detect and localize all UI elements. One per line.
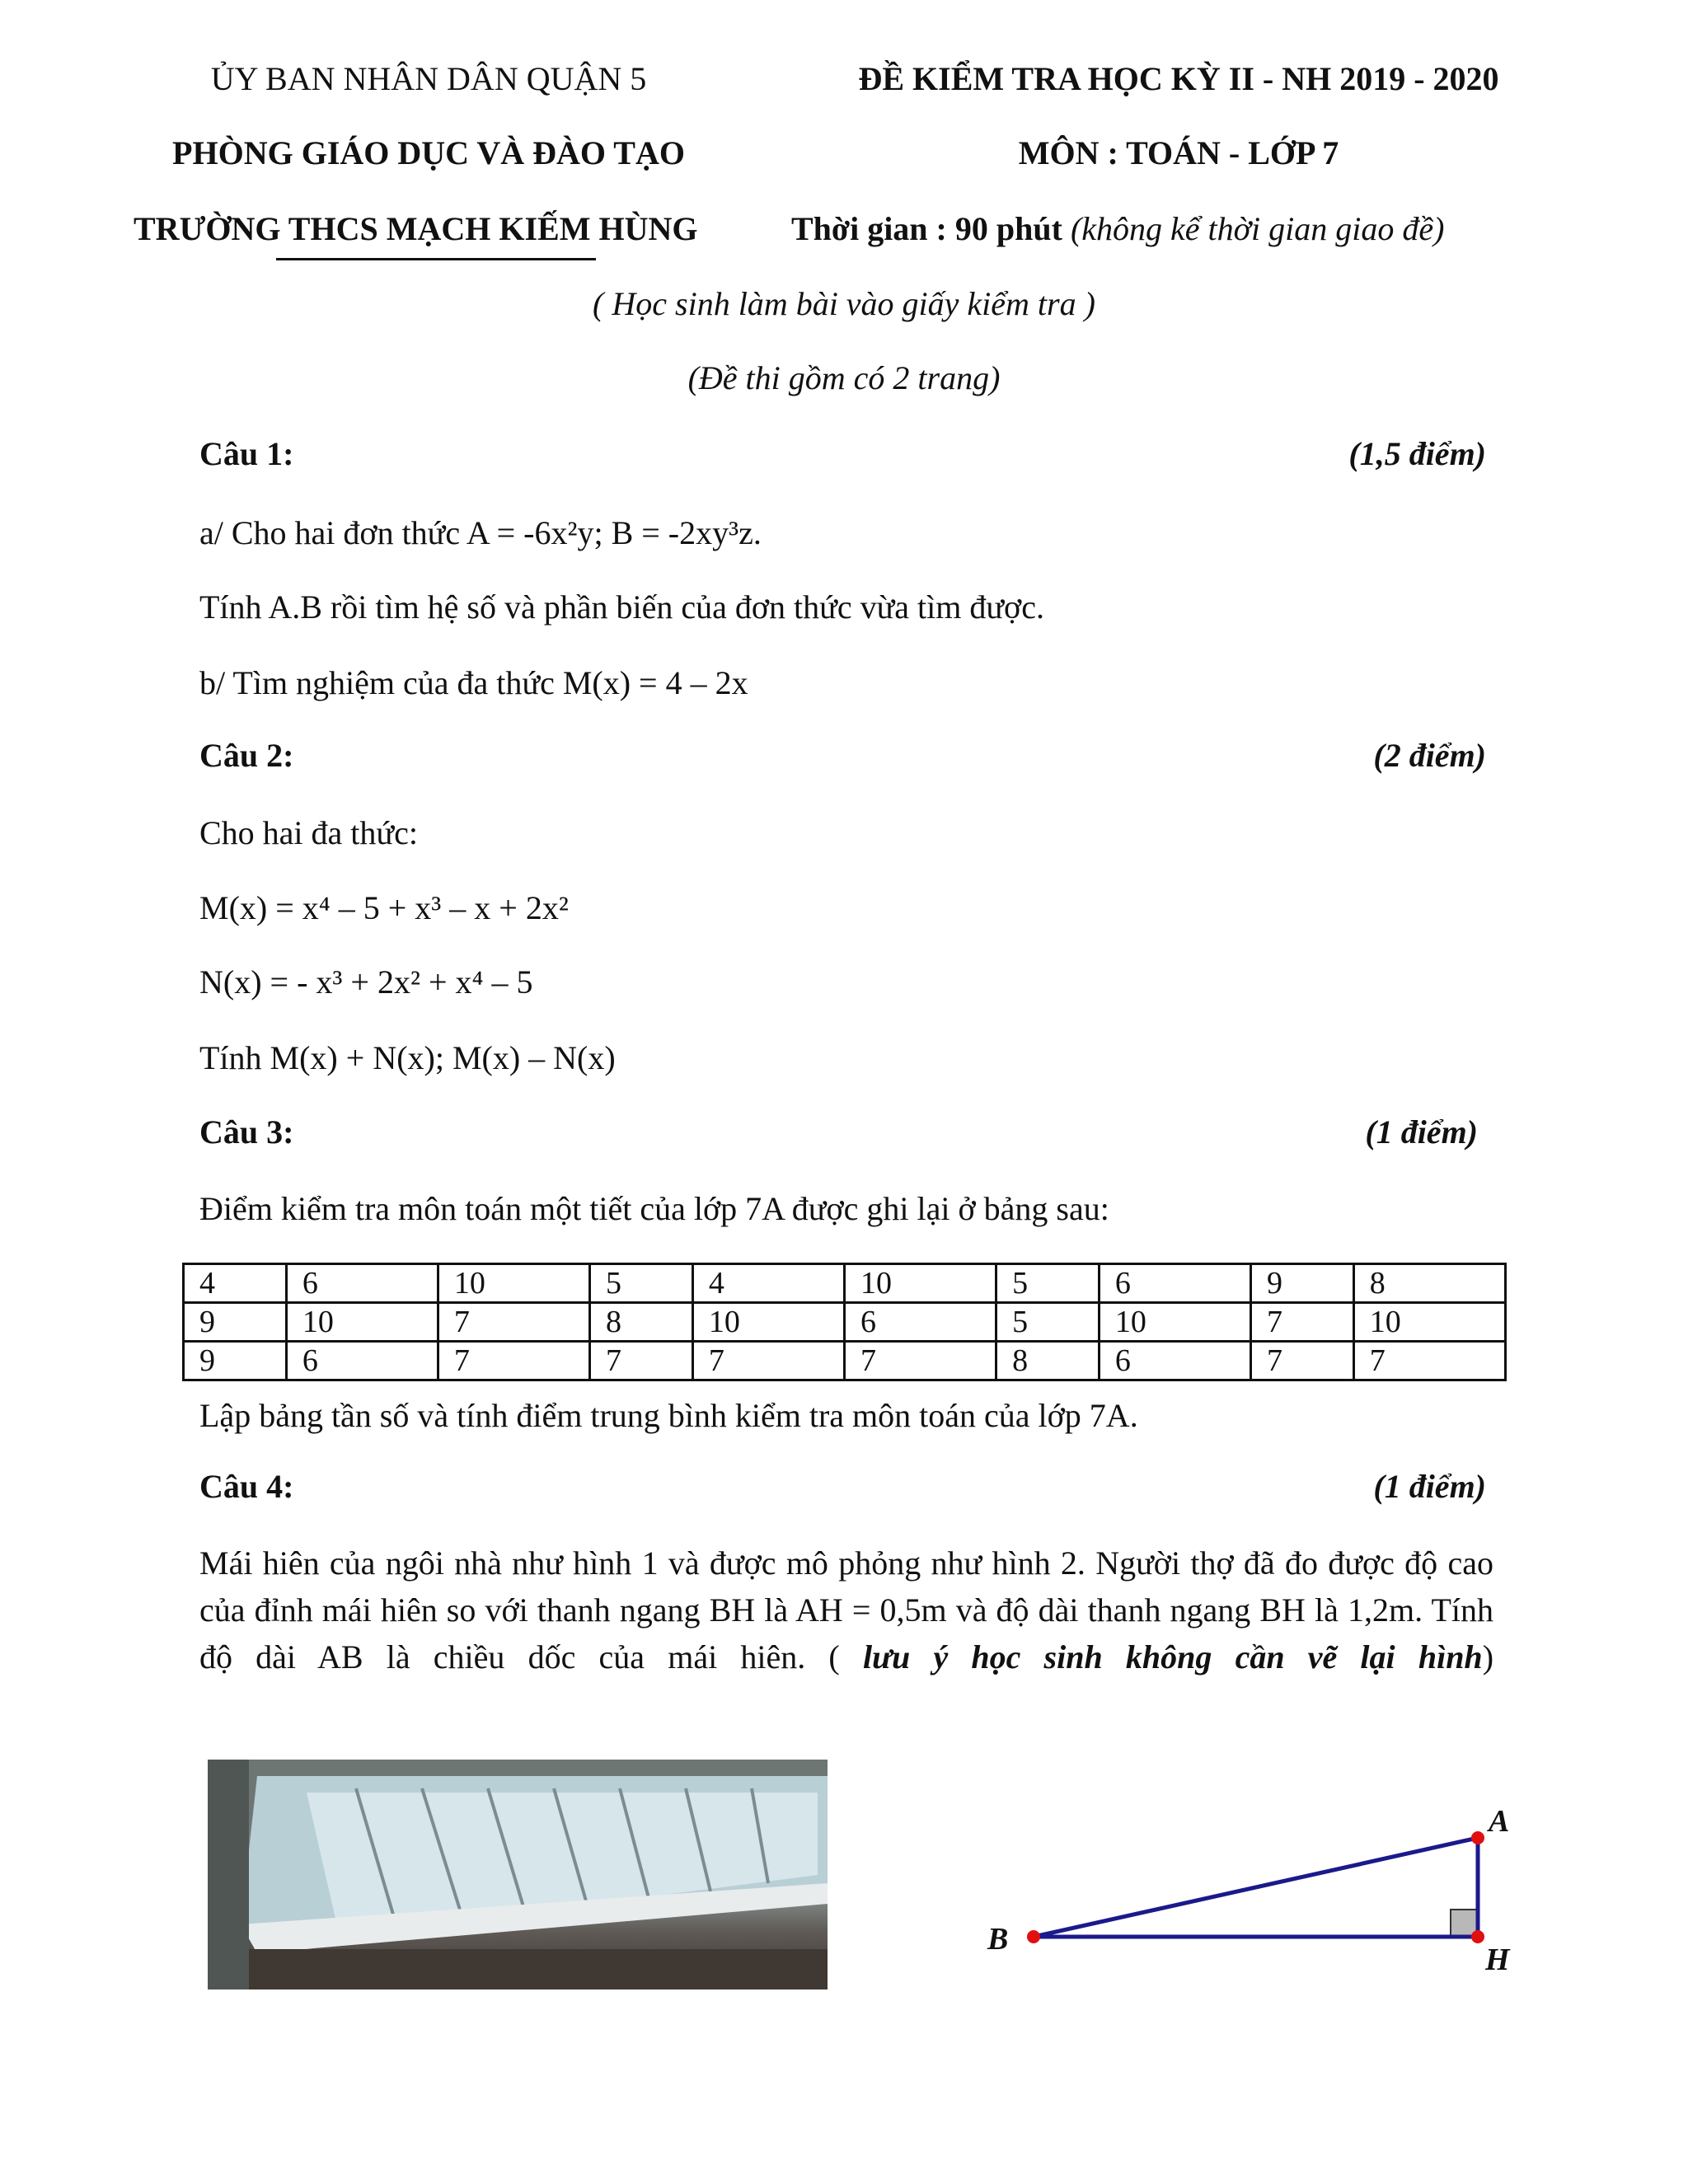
- q4-points: (1 điểm): [1373, 1468, 1486, 1505]
- q4-title: Câu 4:: [199, 1468, 294, 1505]
- table-cell: 7: [438, 1303, 589, 1342]
- table-cell: 7: [692, 1342, 844, 1380]
- q1-title: Câu 1:: [199, 435, 294, 472]
- label-b: B: [987, 1922, 1009, 1957]
- exam-time: [791, 209, 1444, 248]
- table-cell: 6: [286, 1264, 438, 1303]
- q4-note: lưu ý học sinh không cần vẽ lại hình: [862, 1638, 1483, 1675]
- point-a: [1471, 1831, 1484, 1844]
- table-row: [184, 1303, 1506, 1342]
- table-row: [184, 1342, 1506, 1380]
- table-row: [184, 1264, 1506, 1303]
- q2-title: Câu 2:: [199, 737, 294, 774]
- q2-task: Tính M(x) + N(x); M(x) – N(x): [199, 1039, 616, 1076]
- q4-paragraph: [199, 1540, 1493, 1727]
- label-a: A: [1489, 1804, 1510, 1839]
- table-cell: 8: [590, 1303, 693, 1342]
- header-authority: ỦY BAN NHÂN DÂN QUẬN 5: [210, 60, 647, 97]
- table-cell: 6: [1099, 1342, 1250, 1380]
- label-h: H: [1485, 1943, 1510, 1977]
- table-cell: 5: [590, 1264, 693, 1303]
- table-cell: 10: [1353, 1303, 1505, 1342]
- q1-part-a-task: Tính A.B rồi tìm hệ số và phần biến của đơn thức vừa tìm được.: [199, 588, 1044, 626]
- header-school: TRƯỜNG THCS MẠCH KIẾM HÙNG: [134, 210, 698, 247]
- table-cell: 7: [1250, 1342, 1353, 1380]
- table-cell: 7: [438, 1342, 589, 1380]
- table-cell: 8: [996, 1342, 1100, 1380]
- table-cell: 10: [286, 1303, 438, 1342]
- q3-task: Lập bảng tần số và tính điểm trung bình kiểm tra môn toán của lớp 7A.: [199, 1397, 1138, 1434]
- point-b: [1027, 1930, 1040, 1943]
- table-cell: 7: [844, 1342, 996, 1380]
- q3-title: Câu 3:: [199, 1113, 294, 1151]
- instruction-line2: (Đề thi gồm có 2 trang): [687, 359, 1001, 396]
- q2-poly-n: N(x) = - x³ + 2x² + x⁴ – 5: [199, 963, 533, 1001]
- table-cell: 7: [1353, 1342, 1505, 1380]
- table-cell: 4: [692, 1264, 844, 1303]
- table-cell: 7: [1250, 1303, 1353, 1342]
- q3-intro: Điểm kiểm tra môn toán một tiết của lớp 7A được ghi lại ở bảng sau:: [199, 1190, 1109, 1227]
- q1-points: (1,5 điểm): [1348, 435, 1486, 472]
- q3-points: (1 điểm): [1365, 1113, 1478, 1151]
- point-h: [1471, 1930, 1484, 1943]
- scores-table: [182, 1263, 1507, 1381]
- q2-intro: Cho hai đa thức:: [199, 814, 418, 851]
- table-cell: 5: [996, 1264, 1100, 1303]
- table-cell: 7: [590, 1342, 693, 1380]
- exam-title: ĐỀ KIỂM TRA HỌC KỲ II - NH 2019 - 2020: [858, 60, 1499, 97]
- table-cell: 5: [996, 1303, 1100, 1342]
- header-department: PHÒNG GIÁO DỤC VÀ ĐÀO TẠO: [172, 134, 685, 171]
- right-angle-marker: [1451, 1910, 1477, 1936]
- table-cell: 10: [844, 1264, 996, 1303]
- table-cell: 10: [438, 1264, 589, 1303]
- table-cell: 8: [1353, 1264, 1505, 1303]
- exam-subject: MÔN : TOÁN - LỚP 7: [1018, 134, 1339, 171]
- table-cell: 9: [1250, 1264, 1353, 1303]
- triangle-diagram: [973, 1764, 1533, 1978]
- table-cell: 9: [184, 1303, 287, 1342]
- instruction-line1: ( Học sinh làm bài vào giấy kiểm tra ): [593, 285, 1095, 322]
- table-cell: 6: [1099, 1264, 1250, 1303]
- table-cell: 6: [844, 1303, 996, 1342]
- q2-points: (2 điểm): [1373, 737, 1486, 774]
- q2-poly-m: M(x) = x⁴ – 5 + x³ – x + 2x²: [199, 889, 569, 926]
- school-underline: [276, 258, 596, 260]
- q1-part-a: a/ Cho hai đơn thức A = -6x²y; B = -2xy³z.: [199, 514, 762, 551]
- q4-text: Mái hiên của ngôi nhà như hình 1 và được mô phỏng như hình 2. Người thợ đã đo được độ cao của đỉnh mái hiên so với thanh ngang BH là AH = 0,5m và độ dài thanh ngang BH là 1,2m. Tính độ dài AB là chiều dốc của mái hiên. (: [199, 1544, 1493, 1675]
- table-cell: 6: [286, 1342, 438, 1380]
- table-cell: 9: [184, 1342, 287, 1380]
- time-note: (không kể thời gian giao đề): [1070, 210, 1445, 247]
- table-cell: 10: [1099, 1303, 1250, 1342]
- awning-photo: [208, 1760, 828, 1990]
- segment-ab: [1034, 1838, 1478, 1937]
- q4-close: ): [1482, 1638, 1494, 1675]
- awning-illustration: [208, 1760, 828, 1990]
- table-cell: 4: [184, 1264, 287, 1303]
- table-cell: 10: [692, 1303, 844, 1342]
- q1-part-b: b/ Tìm nghiệm của đa thức M(x) = 4 – 2x: [199, 664, 748, 701]
- time-label: Thời gian : 90 phút: [791, 210, 1062, 247]
